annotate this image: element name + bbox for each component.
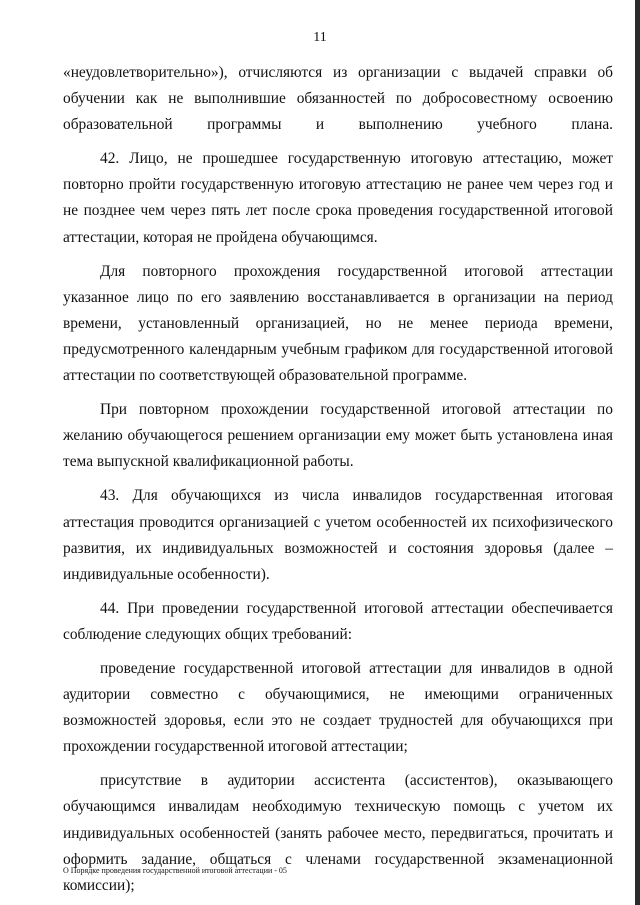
paragraph-requirement-assistant: присутствие в аудитории ассистента (ассистентов), оказывающего обучающимся инвалидам необходимую техническую помощь с учетом их индивидуальных особенностей (занять рабочее место, передвигаться, прочитать и оформить задание, общаться с членами государственной экзаменационной комиссии); xyxy=(63,772,613,894)
document-body xyxy=(63,60,613,899)
paragraph-clause-42: 42. Лицо, не прошедшее государственную итоговую аттестацию, может повторно пройти государственную итоговую аттестацию не ранее чем через год и не позднее чем через пять лет после срока проведения государственной итоговой аттестации, которая не пройдена обучающимся. xyxy=(63,150,613,246)
scan-edge xyxy=(635,0,640,905)
footer-text: О Порядке проведения государственной итоговой аттестации - 05 xyxy=(63,866,287,875)
paragraph-requirement-same-room: проведение государственной итоговой аттестации для инвалидов в одной аудитории совместно с обучающимися, не имеющими ограниченных возможностей здоровья, если это не создает трудностей для обучающихся при прохождении государственной итоговой аттестации; xyxy=(63,659,613,756)
paragraph-continuation: «неудовлетворительно»), отчисляются из организации с выдачей справки об обучении как не выполнившие обязанностей по добросовестному освоению образовательной программы и выполнению учебного плана. xyxy=(63,64,613,134)
page-number: 11 xyxy=(313,30,327,45)
paragraph-clause-43: 43. Для обучающихся из числа инвалидов государственная итоговая аттестация проводится организацией с учетом особенностей их психофизического развития, их индивидуальных возможностей и состояния здоровья (далее – индивидуальные особенности). xyxy=(63,487,613,583)
paragraph-repeat-attestation: Для повторного прохождения государственной итоговой аттестации указанное лицо по его заявлению восстанавливается в организации на период времени, установленный организацией, но не менее периода времени, предусмотренного календарным учебным графиком для государственной итоговой аттестации по соответствующей образовательной программе. xyxy=(63,262,613,385)
paragraph-clause-44: 44. При проведении государственной итоговой аттестации обеспечивается соблюдение следующих общих требований: xyxy=(63,599,613,643)
paragraph-thesis-topic: При повторном прохождении государственной итоговой аттестации по желанию обучающегося решением организации ему может быть установлена иная тема выпускной квалификационной работы. xyxy=(63,401,613,471)
